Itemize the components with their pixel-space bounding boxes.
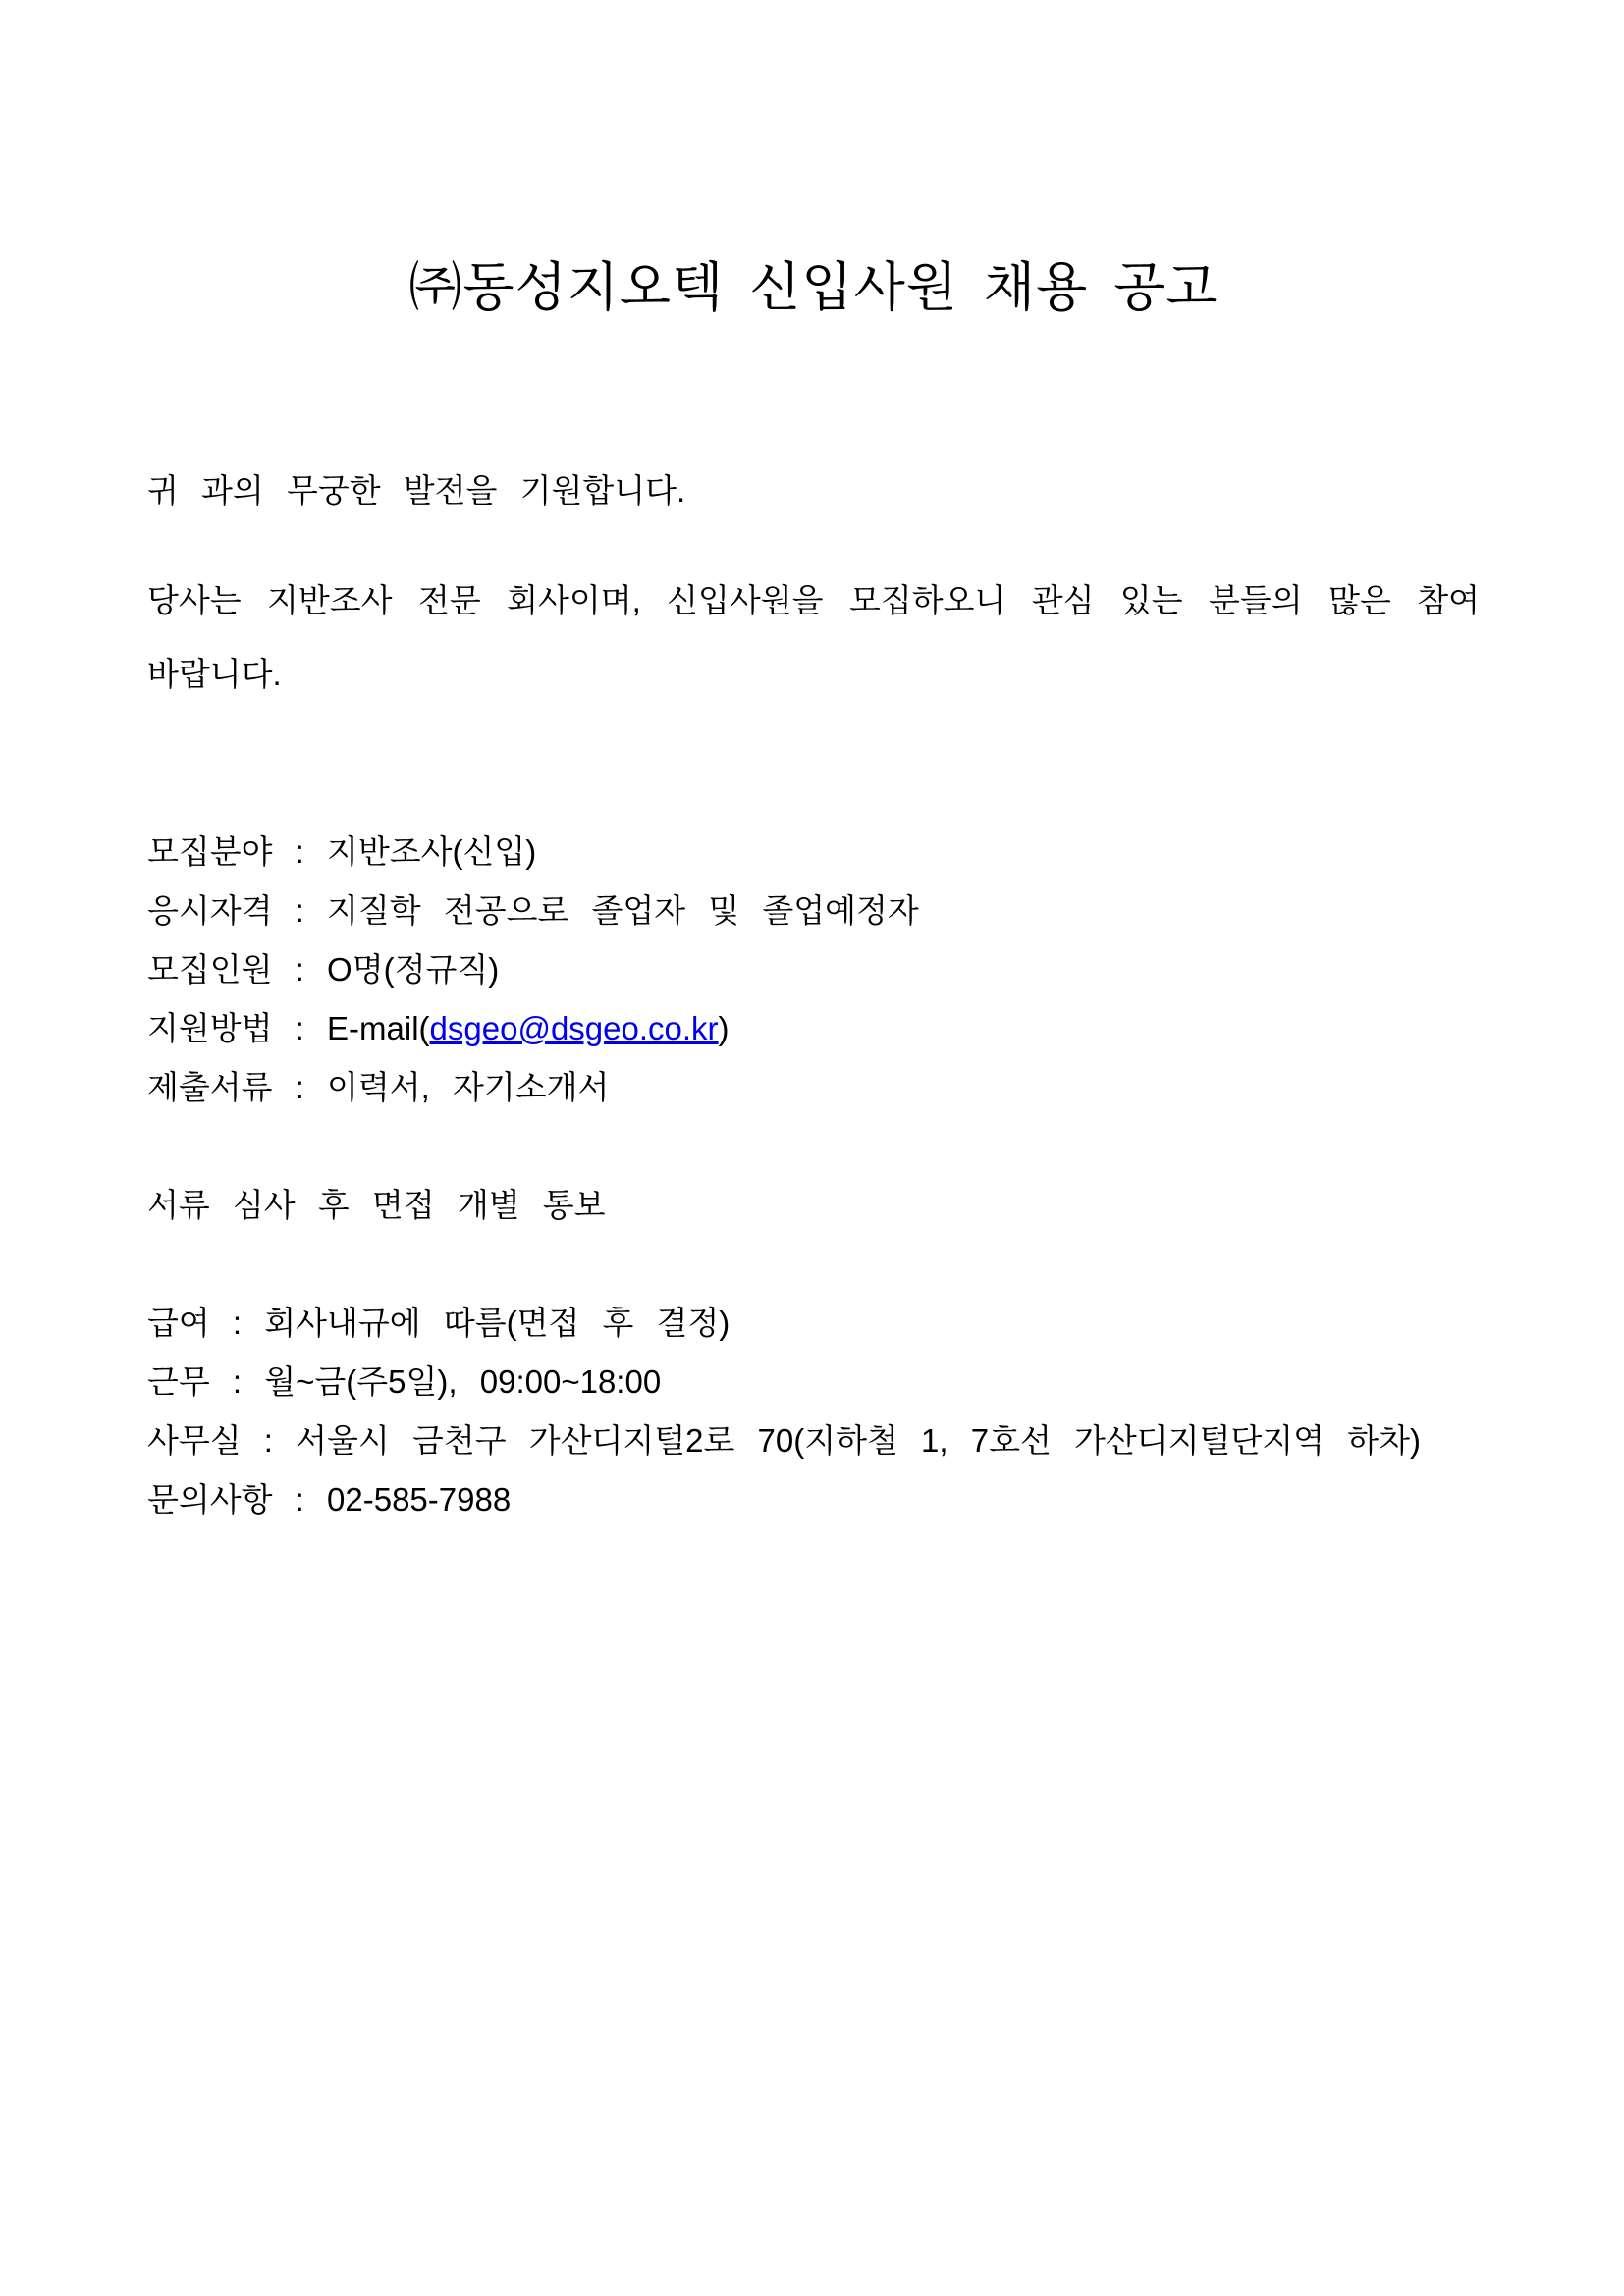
field-separator: : [272,833,328,870]
field-separator: : [272,1481,328,1518]
field-label: 모집인원 [147,951,273,988]
field-value: 서울시 금천구 가산디지털2로 70(지하철 1, 7호선 가산디지털단지역 하차) [296,1422,1421,1459]
field-value: O명(정규직) [327,951,500,988]
field-row-qualification [147,881,1480,940]
field-row-apply-method [147,999,1480,1058]
email-link[interactable]: dsgeo@dsgeo.co.kr [429,1010,719,1046]
field-label: 사무실 [147,1422,242,1459]
field-label: 제출서류 [147,1069,273,1105]
field-separator: : [209,1363,265,1400]
field-row-salary [147,1294,1480,1353]
field-row-headcount [147,940,1480,999]
field-label: 급여 [147,1305,210,1341]
intro-paragraph [147,563,1480,711]
field-value-prefix: E-mail( [327,1010,430,1046]
field-value: 02-585-7988 [327,1481,512,1518]
field-separator: : [272,1010,328,1046]
field-separator: : [272,892,328,929]
notice-text: 서류 심사 후 면접 개별 통보 [147,1187,606,1223]
conditions-section [147,1294,1480,1529]
intro-line-1: 당사는 지반조사 전문 회사이며, 신입사원을 모집하오니 관심 있는 분들의 많은 참여 [147,582,1480,618]
field-label: 모집분야 [147,833,273,870]
field-row-working-hours [147,1353,1480,1412]
document-content [0,255,1624,1529]
field-label: 문의사항 [147,1481,273,1518]
field-separator: : [272,951,328,988]
field-separator: : [241,1422,297,1459]
field-value: 이력서, 자기소개서 [327,1069,610,1105]
field-value: 회사내규에 따름(면접 후 결정) [264,1305,731,1341]
field-row-recruit-field [147,823,1480,881]
page-title: ㈜동성지오텍 신입사원 채용 공고 [408,258,1218,317]
field-label: 근무 [147,1363,210,1400]
intro-line-2: 바랍니다. [147,656,282,692]
field-row-contact-phone [147,1470,1480,1529]
field-value-suffix: ) [718,1010,730,1046]
field-separator: : [209,1305,265,1341]
field-row-office-address [147,1412,1480,1470]
recruit-details-section [147,823,1480,1117]
field-label: 응시자격 [147,892,273,929]
field-label: 지원방법 [147,1010,273,1046]
greeting-text: 귀 과의 무궁한 발전을 기원합니다. [147,472,686,508]
field-row-documents [147,1058,1480,1117]
field-value: 지반조사(신입) [327,833,537,870]
field-value: 지질학 전공으로 졸업자 및 졸업예정자 [327,892,919,929]
field-value: 월~금(주5일), 09:00~18:00 [264,1363,662,1400]
field-separator: : [272,1069,328,1105]
